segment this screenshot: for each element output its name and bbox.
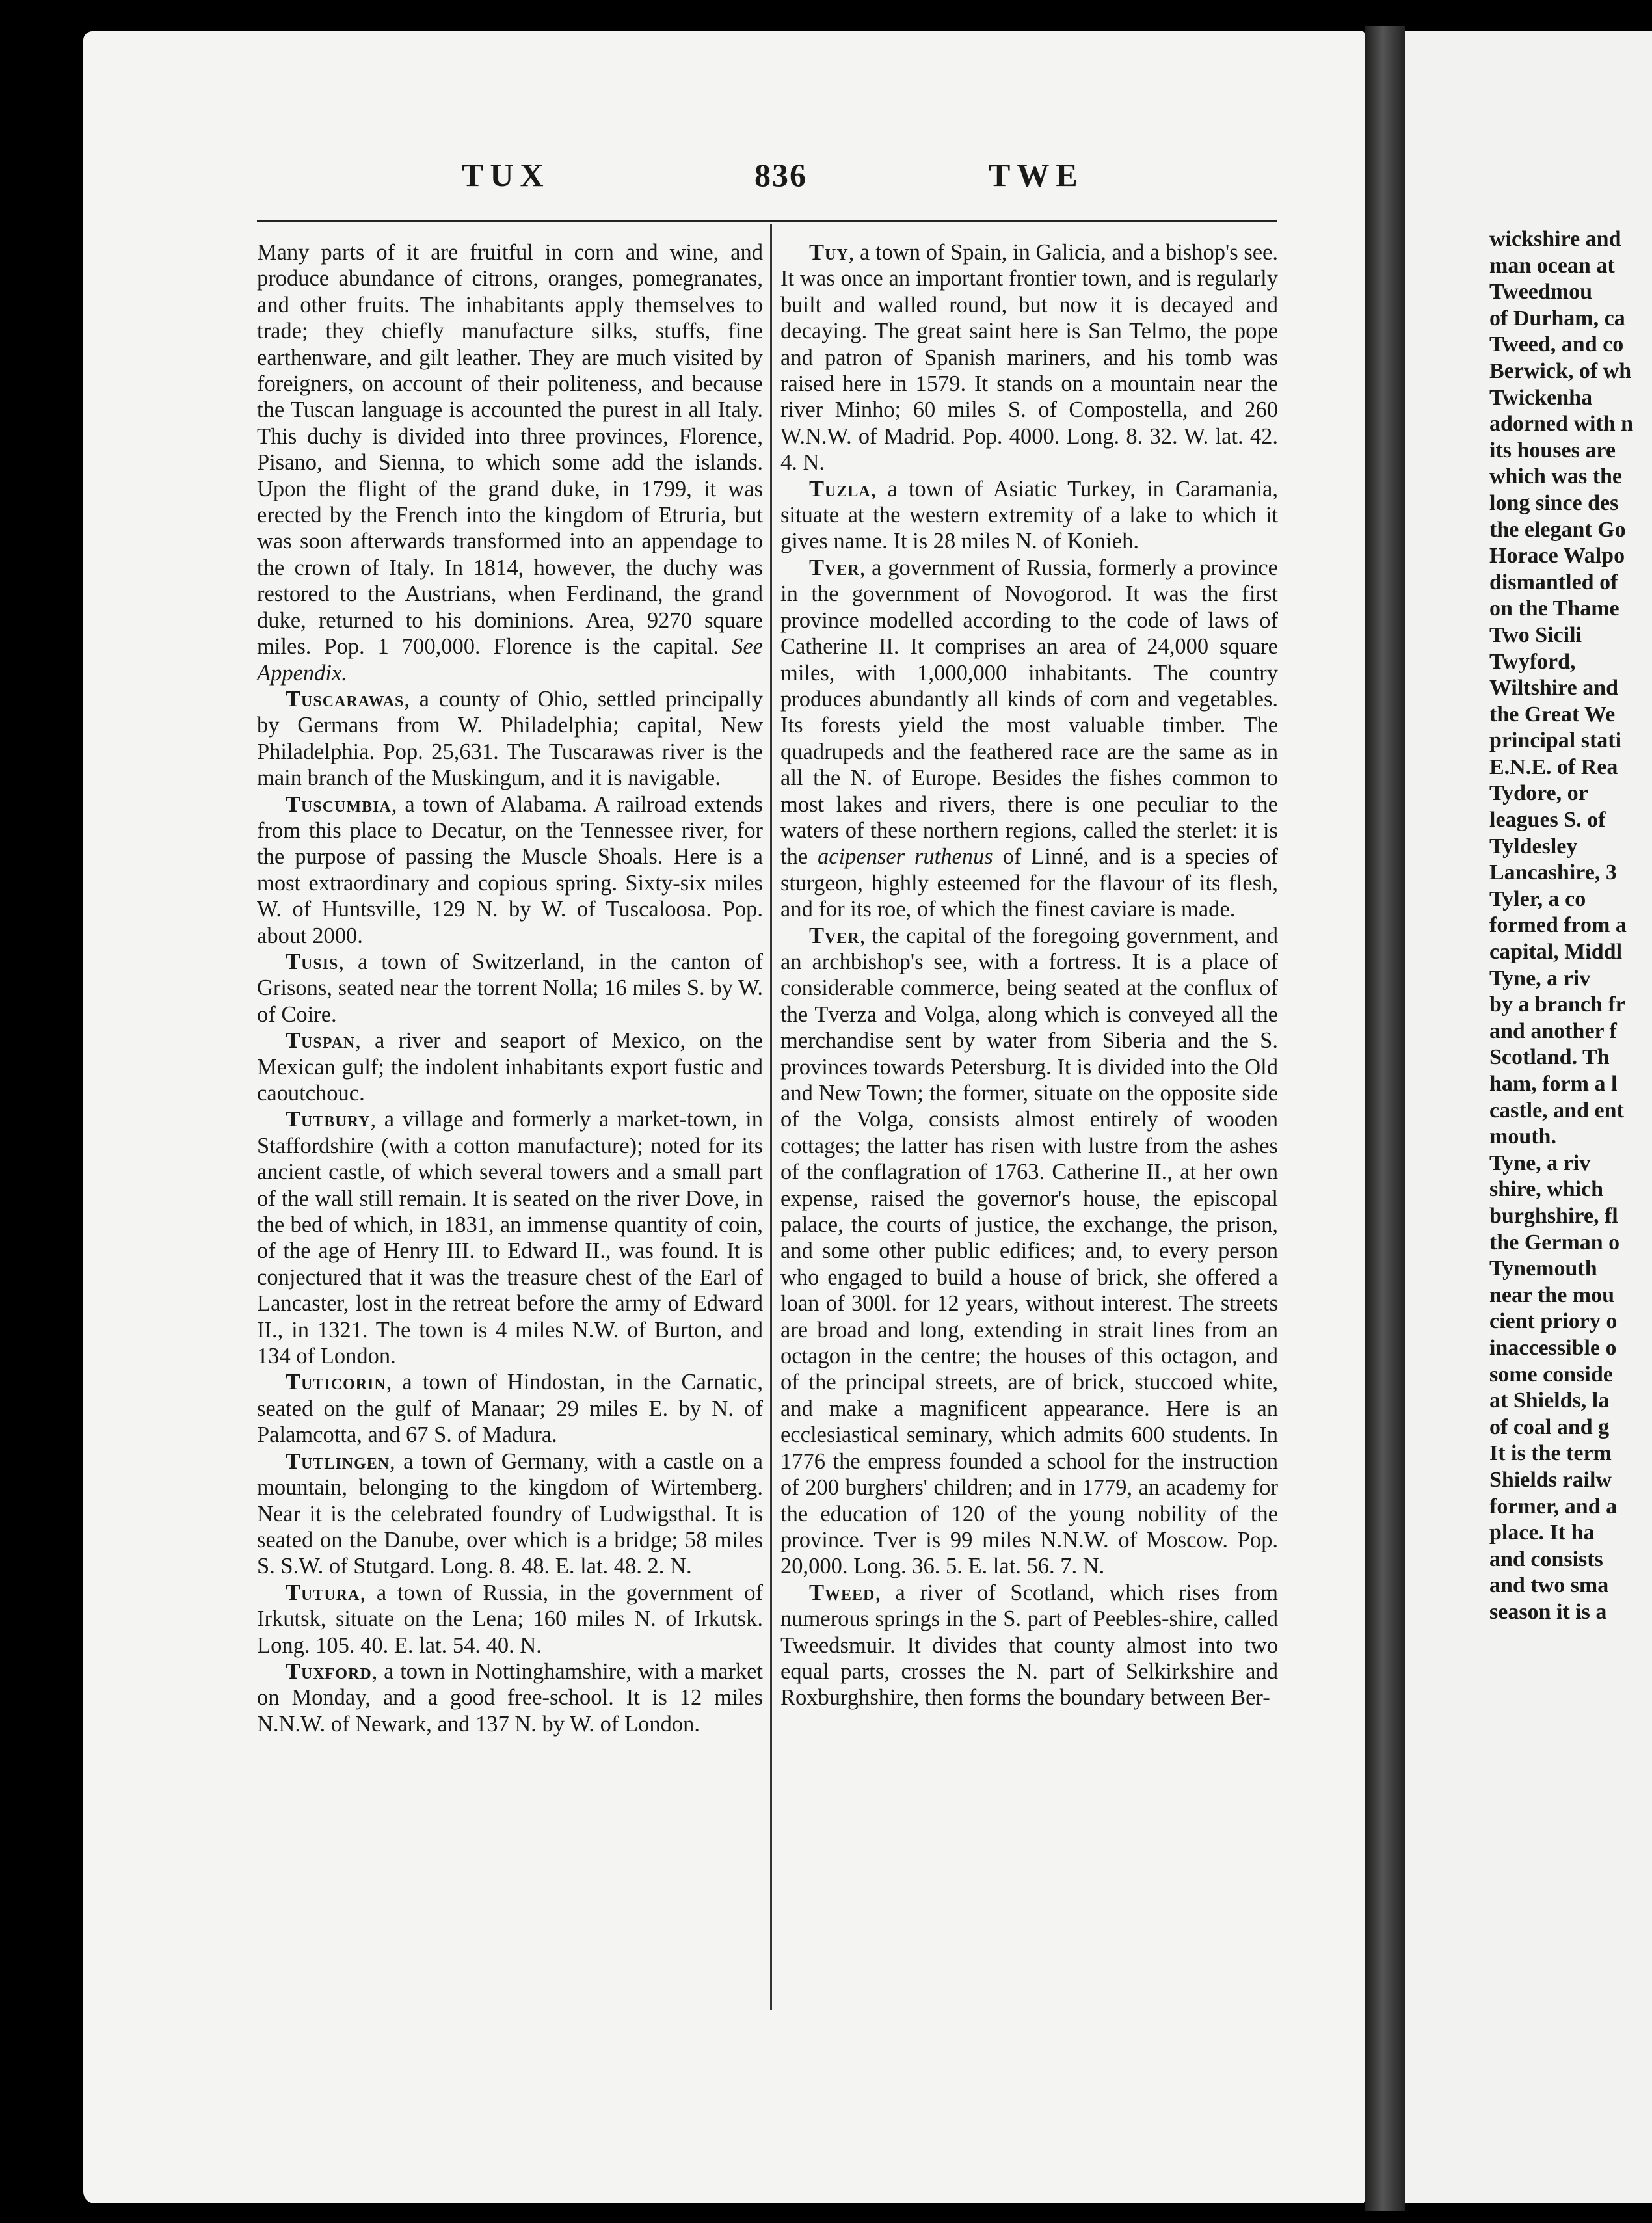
entry-text: , a town of Asiatic Turkey, in Caramania, situate at the western extremity of a lake to which it gives name. It is 28 miles N. of Konieh. bbox=[780, 476, 1278, 554]
entry-headword: Tver bbox=[809, 555, 860, 580]
gazetteer-entry bbox=[257, 1658, 763, 1737]
facing-page-line: of coal and g bbox=[1489, 1415, 1610, 1439]
entry-headword: Tuscumbia bbox=[286, 792, 392, 817]
entry-headword: Tusis bbox=[286, 949, 339, 974]
facing-page-line: Horace Walpo bbox=[1489, 544, 1625, 568]
facing-page-line: cient priory o bbox=[1489, 1309, 1618, 1334]
entry-headword: Tuzla bbox=[809, 476, 871, 501]
facing-page-line: inaccessible o bbox=[1489, 1335, 1617, 1360]
running-head-left: TUX bbox=[462, 157, 550, 193]
facing-page-line: Tweedmou bbox=[1489, 280, 1593, 304]
gazetteer-entry bbox=[257, 1448, 763, 1580]
entry-headword: Tuxford bbox=[286, 1658, 372, 1684]
facing-page-line: Tyldesley bbox=[1489, 834, 1578, 859]
facing-page-line: It is the term bbox=[1489, 1441, 1612, 1466]
entry-text: , a government of Russia, formerly a province in the government of Novogorod. It was the first province modelled according to the code of laws of Catherine II. It comprises an area of 24,000 square miles, with 1,000,000 inhabitants. The country produces abundantly all kinds of corn and vegetables. Its forests yield the most valuable timber. The quadrupeds and the feathered race are the same as in all the N. of Europe. Besides the fishes common to most lakes and rivers, there is one peculiar to the waters of these northern regions, called the sterlet: it is the bbox=[780, 555, 1278, 870]
entry-text: , a river and seaport of Mexico, on the Mexican gulf; the indolent inhabitants export fustic and caoutchouc. bbox=[257, 1028, 763, 1106]
facing-page-line: E.N.E. of Rea bbox=[1489, 754, 1618, 779]
entry-text: , a town of Switzerland, in the canton of Grisons, seated near the torrent Nolla; 16 miles S. by W. of Coire. bbox=[257, 949, 763, 1027]
gazetteer-entry bbox=[257, 239, 763, 686]
entry-text: , a town of Germany, with a castle on a mountain, belonging to the kingdom of Wirtemberg. Near it is the celebrated foundry of Ludwigsthal. It is seated on the Danube, over which is a bridge; 58 miles S. S.W. of Stutgard. Long. 8. 48. E. lat. 48. 2. N. bbox=[257, 1448, 763, 1579]
left-column bbox=[257, 239, 763, 1737]
gazetteer-entry bbox=[780, 923, 1278, 1580]
running-head-right: TWE bbox=[989, 157, 1084, 193]
entry-text: , a town in Nottinghamshire, with a market on Monday, and a good free-school. It is 12 miles N.N.W. of Newark, and 137 N. by W. of London. bbox=[257, 1658, 763, 1737]
entry-text-continued: of Linné, and is a species of sturgeon, highly esteemed for the flavour of its flesh, and for its roe, of which the finest caviare is made. bbox=[780, 844, 1279, 922]
facing-page-line: long since des bbox=[1489, 490, 1619, 515]
middle-column bbox=[780, 239, 1278, 1711]
facing-page-line: and another f bbox=[1489, 1018, 1617, 1043]
book-gutter bbox=[1365, 26, 1405, 2211]
facing-page-line: Two Sicili bbox=[1489, 622, 1582, 647]
facing-page-line: leagues S. of bbox=[1489, 808, 1606, 832]
facing-page-line: principal stati bbox=[1489, 728, 1622, 753]
entry-text: , a town of Alabama. A railroad extends from this place to Decatur, on the Tennessee river, for the purpose of passing the Muscle Shoals. Here is a most extraordinary and copious spring. Sixty-six miles W. of Huntsville, 129 N. by W. of Tuscaloosa. Pop. about 2000. bbox=[257, 792, 763, 948]
facing-page-line: Berwick, of wh bbox=[1489, 358, 1632, 383]
facing-page-line: burghshire, fl bbox=[1489, 1203, 1618, 1228]
entry-cross-reference: See Appendix. bbox=[257, 634, 763, 686]
entry-text: , a county of Ohio, settled principally by Germans from W. Philadelphia; capital, New Philadelphia. Pop. 25,631. The Tuscarawas river is the main branch of the Muskingum, and it is navigable. bbox=[257, 686, 763, 791]
gazetteer-entry bbox=[257, 1028, 763, 1106]
facing-page-line: Tydore, or bbox=[1489, 781, 1588, 806]
facing-page-line: Scotland. Th bbox=[1489, 1045, 1610, 1070]
facing-page-line: at Shields, la bbox=[1489, 1389, 1610, 1413]
gazetteer-entry bbox=[257, 1106, 763, 1369]
facing-page-line: which was the bbox=[1489, 464, 1623, 489]
entry-headword: Tuspan bbox=[286, 1028, 356, 1054]
entry-text: , a town of Spain, in Galicia, and a bishop's see. It was once an important frontier town, and is regularly built and walled round, but now it is decayed and decaying. The great saint here is San Telmo, the pope and patron of Spanish mariners, and his tomb was raised here in 1579. It stands on a mountain near the river Minho; 60 miles S. of Compostella, and 260 W.N.W. of Madrid. Pop. 4000. Long. 8. 32. W. lat. 42. 4. N. bbox=[780, 240, 1278, 475]
entry-headword: Tuy bbox=[809, 240, 849, 265]
facing-page-line: ham, form a l bbox=[1489, 1072, 1618, 1096]
gazetteer-entry bbox=[780, 239, 1278, 476]
facing-page-line: formed from a bbox=[1489, 913, 1627, 938]
facing-page-line: shire, which bbox=[1489, 1177, 1604, 1202]
facing-page-line: adorned with n bbox=[1489, 412, 1634, 436]
facing-page-line: mouth. bbox=[1489, 1125, 1556, 1149]
column-divider bbox=[770, 224, 772, 2010]
facing-page-line: Tynemouth bbox=[1489, 1257, 1597, 1281]
entry-headword: Tuscarawas bbox=[286, 686, 405, 712]
facing-page-line: Wiltshire and bbox=[1489, 676, 1619, 700]
gazetteer-entry bbox=[257, 1580, 763, 1658]
entry-text: , a town of Russia, in the government of Irkutsk, situate on the Lena; 160 miles N. of Irkutsk. Long. 105. 40. E. lat. 54. 40. N. bbox=[257, 1580, 763, 1658]
facing-page-line: Tyler, a co bbox=[1489, 886, 1586, 911]
gazetteer-entry bbox=[257, 686, 763, 792]
entry-headword: Tutbury bbox=[286, 1107, 371, 1132]
facing-page-line: on the Thame bbox=[1489, 596, 1619, 621]
entry-text: , the capital of the foregoing government, and an archbishop's see, with a fortress. It is a place of considerable commerce, being seated at the conflux of the Tverza and Volga, along which is conveyed all the merchandise sent by water from Siberia and the S. provinces towards Petersburg. It is divided into the Old and New Town; the former, situate on the opposite side of the Volga, consists almost entirely of wooden cottages; the latter has risen with lustre from the ashes of the conflagration of 1763. Catherine II., at her own expense, raised the governor's house, the episcopal palace, the courts of justice, the exchange, the prison, and some other public edifices; and, to every person who engaged to build a house of brick, she offered a loan of 300l. for 12 years, without interest. The streets are broad and long, extending in strait lines from an octagon in the centre; the houses of this octagon, and of the principal streets, are of brick, stuccoed white, and make a magnificent appearance. Here is an ecclesiastical seminary, which admits 600 students. In 1776 the empress founded a school for the instruction of 200 burghers' children; and in 1779, an academy for the education of 120 of the young nobility of the province. Tver is 99 miles N.N.W. of Moscow. Pop. 20,000. Long. 36. 5. E. lat. 56. 7. N. bbox=[780, 923, 1278, 1579]
facing-page-line: Tweed, and co bbox=[1489, 332, 1624, 357]
facing-page-line: season it is a bbox=[1489, 1599, 1607, 1624]
gazetteer-entry bbox=[780, 555, 1278, 923]
gazetteer-entry bbox=[780, 1580, 1278, 1711]
facing-page-line: Twyford, bbox=[1489, 649, 1576, 674]
entry-headword: Tutura bbox=[286, 1580, 360, 1605]
gazetteer-entry bbox=[257, 949, 763, 1028]
gazetteer-entry bbox=[257, 792, 763, 949]
facing-page-line: wickshire and bbox=[1489, 227, 1621, 251]
facing-page-line: the elegant Go bbox=[1489, 517, 1626, 542]
facing-page-line: of Durham, ca bbox=[1489, 306, 1625, 330]
entry-headword: Tver bbox=[809, 923, 860, 948]
entry-headword: Tuticorin bbox=[286, 1370, 386, 1395]
facing-page-line: Twickenha bbox=[1489, 385, 1593, 410]
facing-page-column bbox=[1489, 226, 1652, 1625]
facing-page bbox=[1405, 31, 1652, 2203]
facing-page-line: dismantled of bbox=[1489, 570, 1618, 594]
facing-page-line: castle, and ent bbox=[1489, 1098, 1624, 1123]
header-rule bbox=[257, 220, 1277, 222]
entry-headword: Tutlingen bbox=[286, 1448, 390, 1474]
facing-page-line: place. It ha bbox=[1489, 1521, 1595, 1545]
entry-headword: Tweed bbox=[809, 1580, 875, 1605]
facing-page-line: some conside bbox=[1489, 1362, 1613, 1387]
entry-text: Many parts of it are fruitful in corn and wine, and produce abundance of citrons, oranges, pomegranates, and other fruits. The inhabitants apply themselves to trade; they chiefly manufacture silks, stuffs, fine earthenware, and gilt leather. They are much visited by foreigners, on account of their politeness, and because the Tuscan language is accounted the purest in all Italy. This duchy is divided into three provinces, Florence, Pisano, and Sienna, to which some add the islands. Upon the flight of the grand duke, in 1799, it was erected by the French into the kingdom of Etruria, but was soon afterwards transformed into an appendage to the crown of Italy. In 1814, however, the duchy was restored to the Austrians, when Ferdinand, the grand duke, returned to his dominions. Area, 9270 square miles. Pop. 1 700,000. Florence is the capital. bbox=[257, 240, 763, 659]
facing-page-line: near the mou bbox=[1489, 1283, 1615, 1307]
facing-page-line: former, and a bbox=[1489, 1494, 1618, 1519]
facing-page-line: man ocean at bbox=[1489, 253, 1615, 278]
entry-text: , a town of Hindostan, in the Carnatic, seated on the gulf of Manaar; 29 miles E. by N. of Palamcotta, and 67 S. of Madura. bbox=[257, 1370, 763, 1448]
facing-page-line: the Great We bbox=[1489, 702, 1616, 726]
facing-page-line: Tyne, a riv bbox=[1489, 1151, 1591, 1175]
gazetteer-entry bbox=[780, 476, 1278, 555]
facing-page-line: Lancashire, 3 bbox=[1489, 860, 1617, 885]
facing-page-line: the German o bbox=[1489, 1230, 1620, 1255]
page-number: 836 bbox=[754, 157, 807, 193]
facing-page-line: and consists bbox=[1489, 1547, 1603, 1571]
gazetteer-entry bbox=[257, 1369, 763, 1448]
facing-page-line: Shields railw bbox=[1489, 1467, 1612, 1492]
facing-page-line: capital, Middl bbox=[1489, 940, 1623, 965]
entry-text: , a river of Scotland, which rises from numerous springs in the S. part of Peebles-shire, called Tweedsmuir. It divides that county almost into two equal parts, crosses the N. part of Selkirkshire and Roxburghshire, then forms the boundary between Ber- bbox=[780, 1580, 1278, 1711]
facing-page-line: by a branch fr bbox=[1489, 992, 1625, 1017]
facing-page-line: its houses are bbox=[1489, 438, 1616, 462]
entry-text: , a village and formerly a market-town, in Staffordshire (with a cotton manufacture); noted for its ancient castle, of which several towers and a small part of the wall still remain. It is seated on the river Dove, in the bed of which, in 1831, an immense quantity of coin, of the age of Henry III. to Edward II., was found. It is conjectured that it was the treasure chest of the Earl of Lancaster, lost in the retreat before the army of Edward II., in 1321. The town is 4 miles N.W. of Burton, and 134 of London. bbox=[257, 1107, 763, 1369]
entry-italic: acipenser ruthenus bbox=[818, 844, 993, 870]
facing-page-line: and two sma bbox=[1489, 1573, 1609, 1598]
facing-page-line: Tyne, a riv bbox=[1489, 966, 1591, 991]
